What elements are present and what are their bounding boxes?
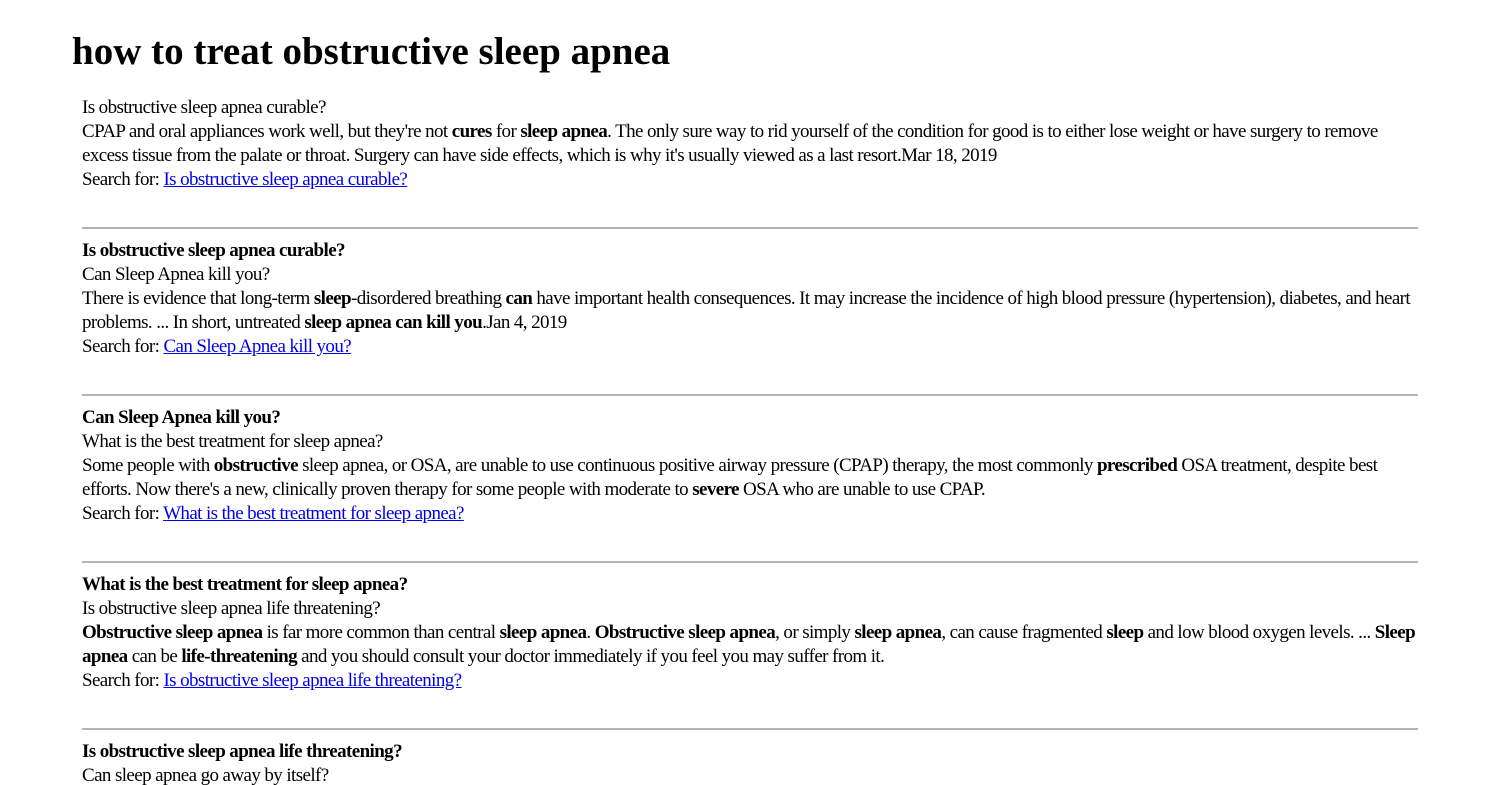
section-divider bbox=[82, 728, 1418, 730]
search-for-line bbox=[82, 669, 1422, 693]
answer-highlight: sleep bbox=[1106, 622, 1144, 643]
search-for-label: Search for: bbox=[82, 503, 160, 524]
section-divider bbox=[82, 227, 1418, 229]
question-text: Can Sleep Apnea kill you? bbox=[82, 264, 270, 285]
answer-fragment: There is evidence that long-term bbox=[82, 288, 314, 309]
answer-highlight: can bbox=[505, 288, 533, 309]
question-text: What is the best treatment for sleep apnea? bbox=[82, 431, 383, 452]
answer-highlight: obstructive bbox=[213, 455, 298, 476]
section-heading: What is the best treatment for sleep apnea? bbox=[82, 574, 408, 595]
answer-highlight: sleep apnea bbox=[854, 622, 942, 643]
answer-text bbox=[82, 621, 1422, 669]
answer-text bbox=[82, 454, 1422, 502]
answer-fragment: for bbox=[491, 121, 521, 142]
answer-highlight: sleep bbox=[313, 288, 351, 309]
search-link[interactable]: Can Sleep Apnea kill you? bbox=[163, 336, 352, 357]
search-for-line bbox=[82, 502, 1422, 526]
answer-fragment: . The only sure way to rid yourself of the condition for good is to either lose weight or have surgery to remove excess tissue from the palate or throat. Surgery can have side effects, which is why it's usually viewed as a last resort.Mar 18, 2019 bbox=[82, 121, 1378, 166]
answer-fragment: .Jan 4, 2019 bbox=[482, 312, 567, 333]
result-section bbox=[82, 239, 1422, 359]
answer-fragment: Some people with bbox=[82, 455, 214, 476]
answer-fragment: sleep apnea, or OSA, are unable to use continuous positive airway pressure (CPAP) therapy, the most commonly bbox=[297, 455, 1097, 476]
search-link[interactable]: What is the best treatment for sleep apnea? bbox=[163, 503, 464, 524]
answer-highlight: cures bbox=[451, 121, 492, 142]
result-section bbox=[82, 406, 1422, 526]
answer-highlight: Sleep apnea bbox=[82, 622, 1416, 667]
answer-text bbox=[82, 287, 1422, 335]
answer-fragment: -disordered breathing bbox=[350, 288, 506, 309]
section-heading: Is obstructive sleep apnea curable? bbox=[82, 240, 345, 261]
search-for-line bbox=[82, 168, 1422, 192]
question-text: Is obstructive sleep apnea life threatening? bbox=[82, 598, 381, 619]
answer-highlight: sleep apnea bbox=[520, 121, 608, 142]
answer-fragment: . bbox=[586, 622, 595, 643]
search-link[interactable]: Is obstructive sleep apnea life threatening? bbox=[163, 670, 462, 691]
search-for-label: Search for: bbox=[82, 670, 160, 691]
search-link[interactable]: Is obstructive sleep apnea curable? bbox=[163, 169, 408, 190]
answer-highlight: severe bbox=[692, 479, 739, 500]
question-text: Can sleep apnea go away by itself? bbox=[82, 765, 329, 785]
answer-highlight: Obstructive sleep apnea bbox=[594, 622, 776, 643]
answer-fragment: , or simply bbox=[775, 622, 855, 643]
answer-highlight: life-threatening bbox=[181, 646, 297, 667]
answer-fragment: OSA treatment, despite best efforts. Now there's a new, clinically proven therapy for some people with moderate to bbox=[82, 455, 1378, 500]
result-section bbox=[82, 573, 1422, 693]
search-for-line bbox=[82, 335, 1422, 359]
section-heading: Is obstructive sleep apnea life threatening? bbox=[82, 741, 402, 762]
answer-fragment: can be bbox=[127, 646, 182, 667]
results-list bbox=[82, 96, 1422, 785]
answer-text bbox=[82, 120, 1422, 168]
section-heading: Can Sleep Apnea kill you? bbox=[82, 407, 281, 428]
search-for-label: Search for: bbox=[82, 169, 160, 190]
answer-fragment: have important health consequences. It may increase the incidence of high blood pressure (hypertension), diabetes, and heart problems. ... In short, untreated bbox=[82, 288, 1411, 333]
answer-highlight: sleep apnea can kill you bbox=[304, 312, 483, 333]
question-text: Is obstructive sleep apnea curable? bbox=[82, 97, 326, 118]
section-divider bbox=[82, 394, 1418, 396]
answer-fragment: is far more common than central bbox=[262, 622, 500, 643]
answer-highlight: Obstructive sleep apnea bbox=[82, 622, 263, 643]
search-for-label: Search for: bbox=[82, 336, 160, 357]
answer-fragment: CPAP and oral appliances work well, but they're not bbox=[82, 121, 452, 142]
answer-fragment: , can cause fragmented bbox=[941, 622, 1107, 643]
result-section bbox=[82, 96, 1422, 192]
section-divider bbox=[82, 561, 1418, 563]
answer-highlight: sleep apnea bbox=[499, 622, 587, 643]
answer-highlight: prescribed bbox=[1096, 455, 1178, 476]
result-section bbox=[82, 740, 1422, 785]
page-title: how to treat obstructive sleep apnea bbox=[72, 30, 671, 73]
answer-fragment: and low blood oxygen levels. ... bbox=[1143, 622, 1375, 643]
answer-fragment: and you should consult your doctor immediately if you feel you may suffer from it. bbox=[296, 646, 885, 667]
answer-fragment: OSA who are unable to use CPAP. bbox=[738, 479, 985, 500]
